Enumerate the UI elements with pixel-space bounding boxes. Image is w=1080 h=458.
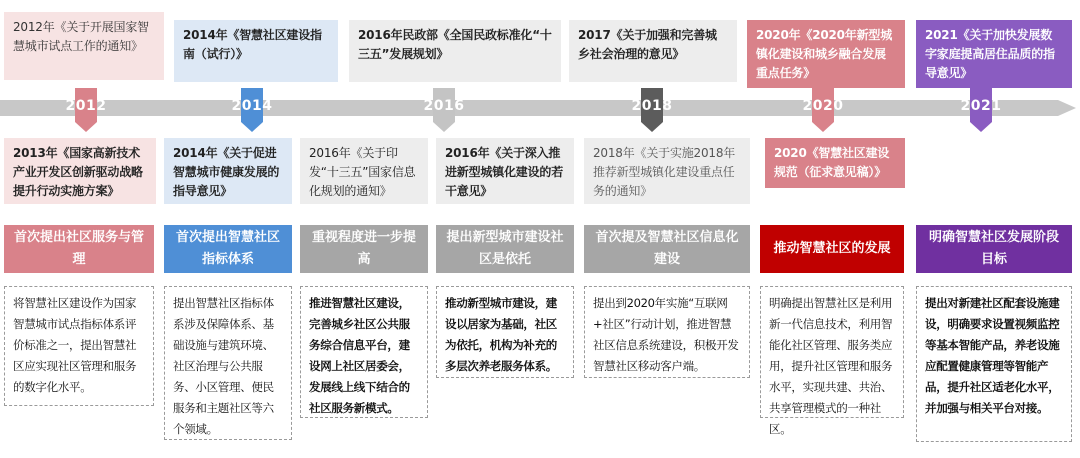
- top-event-2021: [916, 20, 1072, 88]
- stage-header-4: [436, 225, 574, 273]
- stage-desc-text: 推进智慧社区建设，完善城乡社区公共服务综合信息平台，建设网上社区居委会，发展线上线下结合的社区服务新模式。: [309, 296, 410, 415]
- year-label: 2016: [423, 98, 465, 114]
- stage-header-2: [164, 225, 292, 273]
- stage-title: 首次提及智慧社区信息化建设: [595, 230, 739, 267]
- stage-desc-4: [436, 286, 574, 378]
- mid-event-text: 2020《智慧社区建设规范（征求意见稿）》: [774, 146, 890, 179]
- stage-title: 首次提出社区服务与管理: [13, 230, 144, 267]
- stage-title: 首次提出智慧社区指标体系: [175, 230, 280, 267]
- top-event-text: 2014年《智慧社区建设指南（试行）》: [183, 28, 322, 61]
- mid-event-text: 2018年《关于实施2018年推荐新型城镇化建设重点任务的通知》: [593, 146, 736, 198]
- stage-desc-6: [760, 286, 904, 436]
- year-label: 2021: [960, 98, 1002, 114]
- stage-desc-text: 提出智慧社区指标体系涉及保障体系、基础设施与建筑环境、社区治理与公共服务、小区管理、便民服务和主题社区等六个领域。: [173, 296, 274, 436]
- stage-header-7: [916, 225, 1072, 273]
- mid-event-text: 2013年《国家高新技术产业开发区创新驱动战略提升行动实施方案》: [13, 146, 143, 198]
- stage-desc-text: 提出到2020年实施“互联网+社区”行动计划，推进智慧社区信息系统建设，积极开发智慧社区移动客户端。: [593, 296, 739, 373]
- stage-desc-2: [164, 286, 292, 440]
- year-label: 2014: [231, 98, 273, 114]
- mid-event-2016a: [300, 138, 428, 204]
- stage-title: 提出新型城市建设社区是依托: [446, 230, 564, 267]
- stage-title: 推动智慧社区的发展: [773, 241, 891, 256]
- mid-event-text: 2016年《关于深入推进新型城镇化建设的若干意见》: [445, 146, 564, 198]
- stage-desc-5: [584, 286, 750, 378]
- year-label: 2012: [65, 98, 107, 114]
- timeline-axis: [0, 96, 1080, 120]
- top-event-2016: [349, 20, 561, 82]
- top-event-text: 2012年《关于开展国家智慧城市试点工作的通知》: [13, 20, 149, 53]
- top-event-text: 2021《关于加快发展数字家庭提高居住品质的指导意见》: [925, 28, 1055, 80]
- mid-event-2018: [584, 138, 750, 204]
- top-event-2020: [747, 20, 905, 88]
- mid-event-text: 2014年《关于促进智慧城市健康发展的指导意见》: [173, 146, 280, 198]
- mid-event-2020: [765, 138, 905, 188]
- stage-desc-text: 明确提出智慧社区是利用新一代信息技术，利用智能化社区管理、服务类应用，提升社区管理和服务水平，实现共建、共治、共享管理模式的一种社区。: [769, 296, 893, 436]
- year-label: 2020: [802, 98, 844, 114]
- mid-event-2016b: [436, 138, 574, 204]
- mid-event-2013: [4, 138, 156, 204]
- stage-title: 明确智慧社区发展阶段目标: [928, 230, 1059, 267]
- stage-desc-1: [4, 286, 154, 406]
- top-event-2014: [174, 20, 338, 82]
- top-event-2012: [4, 12, 164, 80]
- stage-desc-text: 推动新型城市建设，建设以居家为基础，社区为依托，机构为补充的多层次养老服务体系。: [445, 296, 557, 373]
- mid-event-2014: [164, 138, 292, 204]
- top-event-text: 2017《关于加强和完善城乡社会治理的意见》: [578, 28, 717, 61]
- stage-desc-text: 提出对新建社区配套设施建设，明确要求设置视频监控等基本智能产品，养老设施应配置健康管理等智能产品，提升社区适老化水平，并加强与相关平台对接。: [925, 296, 1060, 415]
- stage-header-3: [300, 225, 428, 273]
- top-event-text: 2016年民政部《全国民政标准化“十三五”发展规划》: [358, 28, 552, 61]
- mid-event-text: 2016年《关于印发“十三五”国家信息化规划的通知》: [309, 146, 416, 198]
- stage-header-1: [4, 225, 154, 273]
- stage-header-6: [760, 225, 904, 273]
- stage-title: 重视程度进一步提高: [311, 230, 416, 267]
- stage-desc-text: 将智慧社区建设作为国家智慧城市试点指标体系评价标准之一，提出智慧社区应实现社区管理和服务的数字化水平。: [13, 296, 137, 394]
- timeline-arrow: [0, 100, 1076, 116]
- stage-header-5: [584, 225, 750, 273]
- top-event-2017: [569, 20, 737, 82]
- year-label: 2018: [631, 98, 673, 114]
- stage-desc-7: [916, 286, 1072, 442]
- top-event-text: 2020年《2020年新型城镇化建设和城乡融合发展重点任务》: [756, 28, 892, 80]
- stage-desc-3: [300, 286, 428, 418]
